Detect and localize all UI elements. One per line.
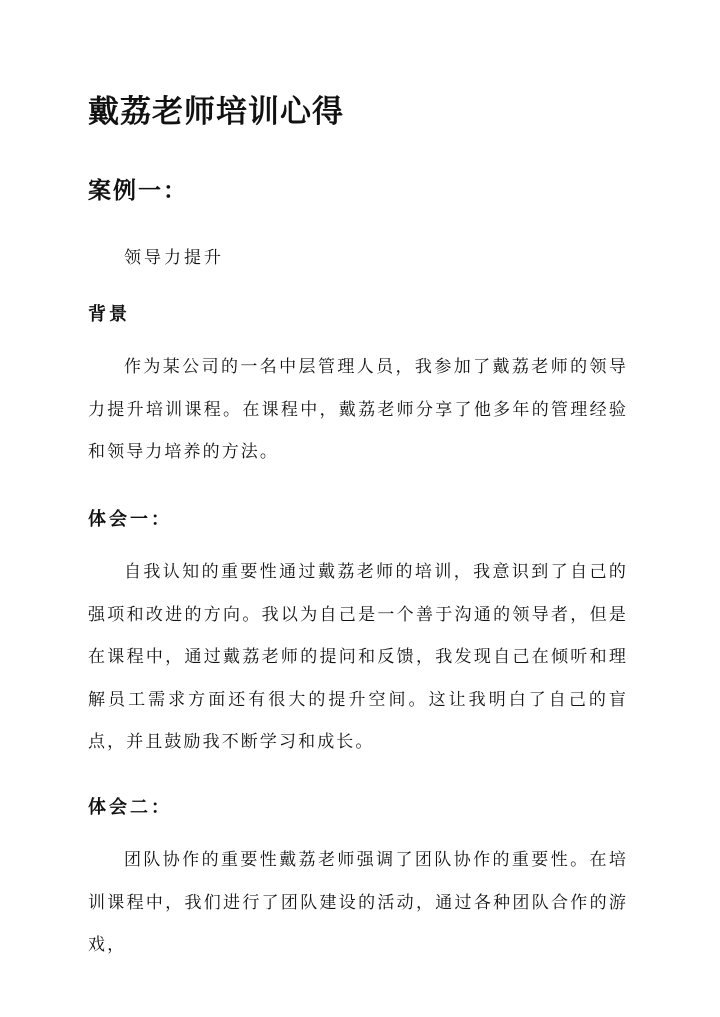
document-title: 戴荔老师培训心得 (88, 94, 344, 130)
case-heading: 案例一： (88, 177, 188, 204)
background-heading: 背景 (88, 304, 130, 325)
insight2-paragraph: 团队协作的重要性戴荔老师强调了团队协作的重要性。在培训课程中，我们进行了团队建设的活动，通过各种团队合作的游戏， (88, 850, 628, 955)
insight1-heading: 体会一： (88, 509, 172, 530)
insight1-paragraph: 自我认知的重要性通过戴荔老师的培训，我意识到了自己的强项和改进的方向。我以为自己是一个善于沟通的领导者，但是在课程中，通过戴荔老师的提问和反馈，我发现自己在倾听和理解员工需求方面还有很大的提升空间。这让我明白了自己的盲点，并且鼓励我不断学习和成长。 (88, 562, 628, 752)
insight2-heading: 体会二： (88, 797, 172, 818)
background-paragraph: 作为某公司的一名中层管理人员，我参加了戴荔老师的领导力提升培训课程。在课程中，戴荔老师分享了他多年的管理经验和领导力培养的方法。 (88, 357, 628, 462)
topic-line: 领导力提升 (124, 248, 224, 268)
